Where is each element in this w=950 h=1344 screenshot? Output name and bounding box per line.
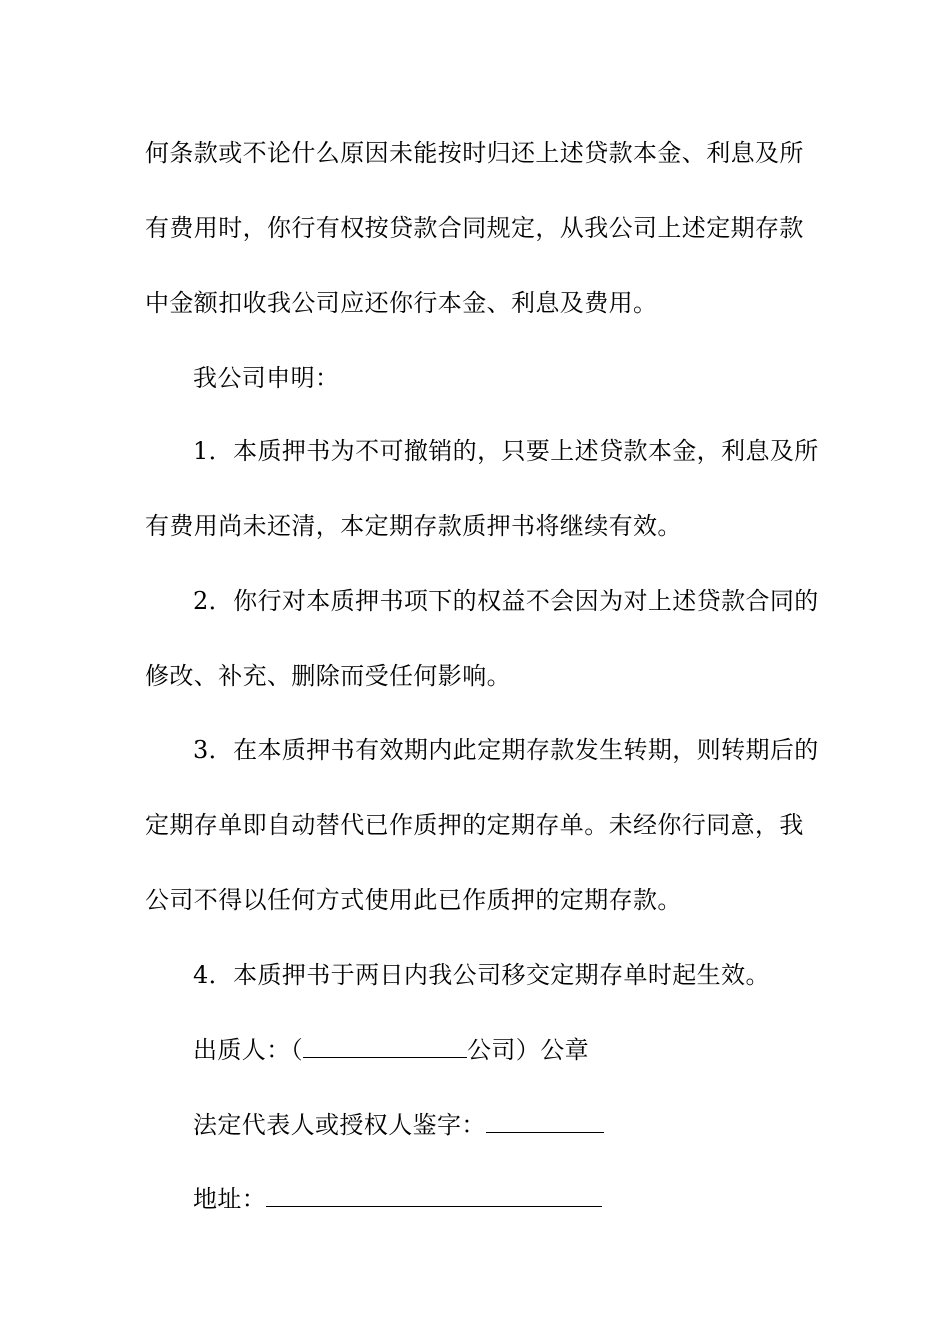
clause-3-line: 公司不得以任何方式使用此已作质押的定期存款。 xyxy=(145,886,682,914)
pledgor-label: 出质人：（ xyxy=(193,1036,303,1064)
clause-1-line: 有费用尚未还清，本定期存款质押书将继续有效。 xyxy=(145,512,682,540)
pledgor-company-blank xyxy=(303,1033,467,1058)
clause-2-line: 2．你行对本质押书项下的权益不会因为对上述贷款合同的 xyxy=(193,587,819,615)
clause-2-line: 修改、补充、删除而受任何影响。 xyxy=(145,662,511,690)
clause-1-line: 1．本质押书为不可撤销的，只要上述贷款本金，利息及所 xyxy=(193,437,819,465)
paragraph-line: 有费用时，你行有权按贷款合同规定，从我公司上述定期存款 xyxy=(145,214,804,242)
address-blank xyxy=(266,1182,602,1207)
paragraph-line: 中金额扣收我公司应还你行本金、利息及费用。 xyxy=(145,289,658,317)
representative-signature-blank xyxy=(486,1108,604,1133)
pledgor-company-suffix: 公司）公章 xyxy=(467,1036,589,1064)
clause-3-line: 定期存单即自动替代已作质押的定期存单。未经你行同意，我 xyxy=(145,811,804,839)
pledgor-line xyxy=(193,1033,863,1066)
address-label: 地址： xyxy=(193,1185,267,1213)
clause-3-line: 3．在本质押书有效期内此定期存款发生转期，则转期后的 xyxy=(193,736,819,764)
address-line xyxy=(193,1182,863,1215)
declaration-heading: 我公司申明： xyxy=(193,364,340,392)
representative-label: 法定代表人或授权人鉴字： xyxy=(193,1111,486,1139)
paragraph-line: 何条款或不论什么原因未能按时归还上述贷款本金、利息及所 xyxy=(145,139,804,167)
clause-4-line: 4．本质押书于两日内我公司移交定期存单时起生效。 xyxy=(193,961,770,989)
representative-line xyxy=(193,1108,863,1141)
